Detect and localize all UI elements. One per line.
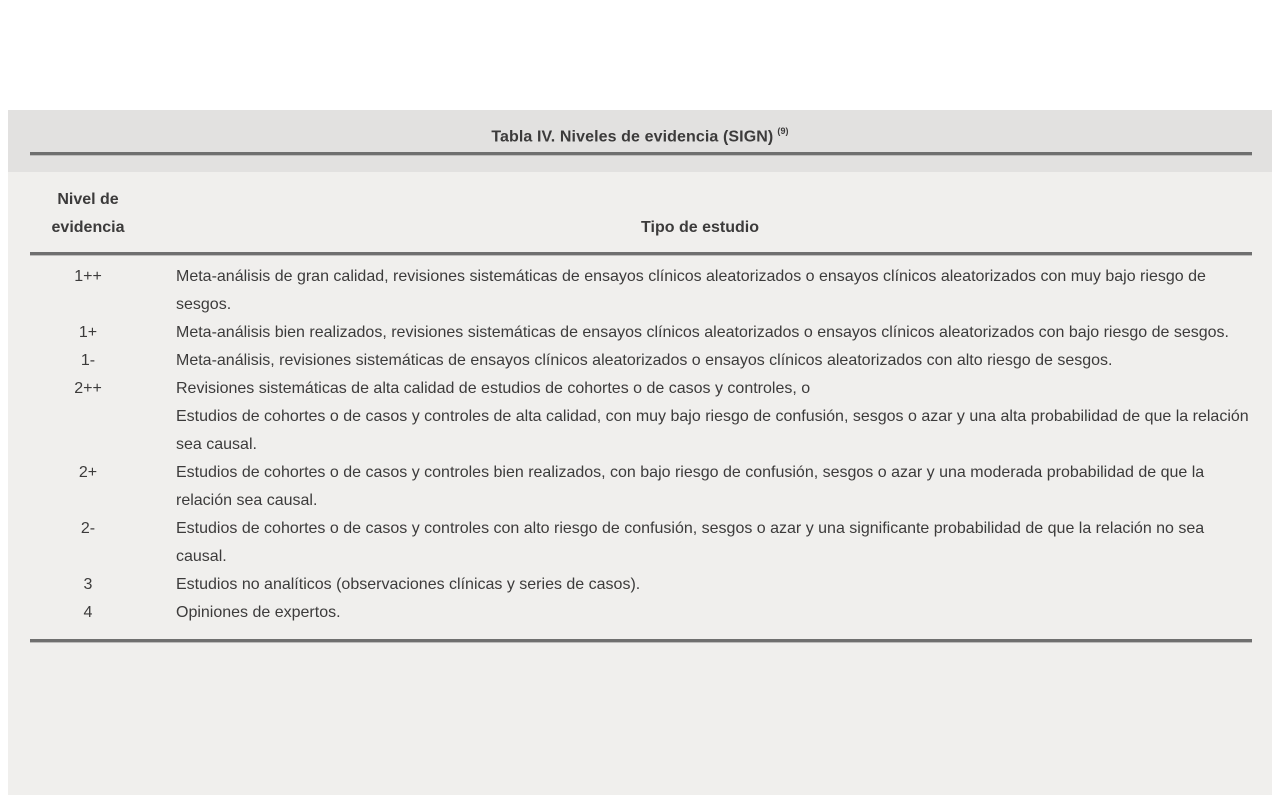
table-row: [8, 319, 1272, 347]
study-type-text: Meta-análisis de gran calidad, revisiones sistemáticas de ensayos clínicos aleatorizados o ensayos clínicos aleatorizados con muy bajo riesgo de sesgos.: [176, 268, 1206, 313]
table-row: [8, 375, 1272, 459]
study-type-text: Meta-análisis, revisiones sistemáticas de ensayos clínicos aleatorizados o ensayos clínicos aleatorizados con alto riesgo de sesgos.: [176, 352, 1113, 369]
bottom-rule: [30, 639, 1252, 643]
title-rule: [30, 152, 1252, 156]
table-title-band: [8, 110, 1272, 172]
evidence-level-cell: 2-: [80, 520, 96, 537]
table-title: [8, 110, 1272, 146]
study-type-text: Meta-análisis bien realizados, revisiones sistemáticas de ensayos clínicos aleatorizados o ensayos clínicos aleatorizados con bajo riesgo de sesgos.: [176, 324, 1229, 341]
study-type-text: Estudios de cohortes o de casos y controles con alto riesgo de confusión, sesgos o azar y una significante probabilidad de que la relación no sea causal.: [176, 520, 1205, 565]
column-header-study-type: Tipo de estudio: [641, 219, 759, 236]
table-row: [8, 263, 1272, 319]
evidence-level-cell: 1-: [80, 352, 96, 369]
study-type-text: Estudios no analíticos (observaciones clínicas y series de casos).: [176, 576, 641, 593]
study-type-text: Estudios de cohortes o de casos y controles de alta calidad, con muy bajo riesgo de confusión, sesgos o azar y una alta probabilidad de que la relación sea causal.: [176, 408, 1249, 453]
table-row: [8, 347, 1272, 375]
table-row: [8, 599, 1272, 627]
study-type-cell: [168, 319, 1272, 347]
study-type-cell: [168, 571, 1272, 599]
table-rows: [8, 256, 1272, 627]
study-type-text: Revisiones sistemáticas de alta calidad de estudios de cohortes o de casos y controles, o: [176, 380, 811, 397]
study-type-cell: [168, 459, 1272, 515]
study-type-cell: [168, 347, 1272, 375]
evidence-level-cell: 1+: [78, 324, 98, 341]
study-type-cell: [168, 599, 1272, 627]
table-title-text: Tabla IV. Niveles de evidencia (SIGN): [491, 128, 774, 146]
table-row: [8, 571, 1272, 599]
table-body: [8, 172, 1272, 795]
evidence-level-cell: 1++: [74, 268, 102, 285]
study-type-cell: [168, 263, 1272, 319]
table-header-row: [8, 172, 1272, 242]
column-header-evidence-level-line2: evidencia: [51, 219, 125, 236]
evidence-level-cell: 4: [83, 604, 93, 621]
study-type-cell: [168, 375, 1272, 459]
evidence-level-cell: 2++: [74, 380, 102, 397]
column-header-evidence-level-line1: Nivel de: [57, 191, 119, 208]
table-title-reference: (9): [777, 126, 789, 136]
study-type-text: Opiniones de expertos.: [176, 604, 341, 621]
column-header-evidence-level: [8, 186, 168, 242]
study-type-cell: [168, 515, 1272, 571]
evidence-level-cell: 3: [83, 576, 93, 593]
study-type-text: Estudios de cohortes o de casos y controles bien realizados, con bajo riesgo de confusión, sesgos o azar y una moderada probabilidad de que la relación sea causal.: [176, 464, 1205, 509]
table-row: [8, 459, 1272, 515]
table-row: [8, 515, 1272, 571]
evidence-level-cell: 2+: [78, 464, 98, 481]
table-region: [8, 110, 1272, 795]
